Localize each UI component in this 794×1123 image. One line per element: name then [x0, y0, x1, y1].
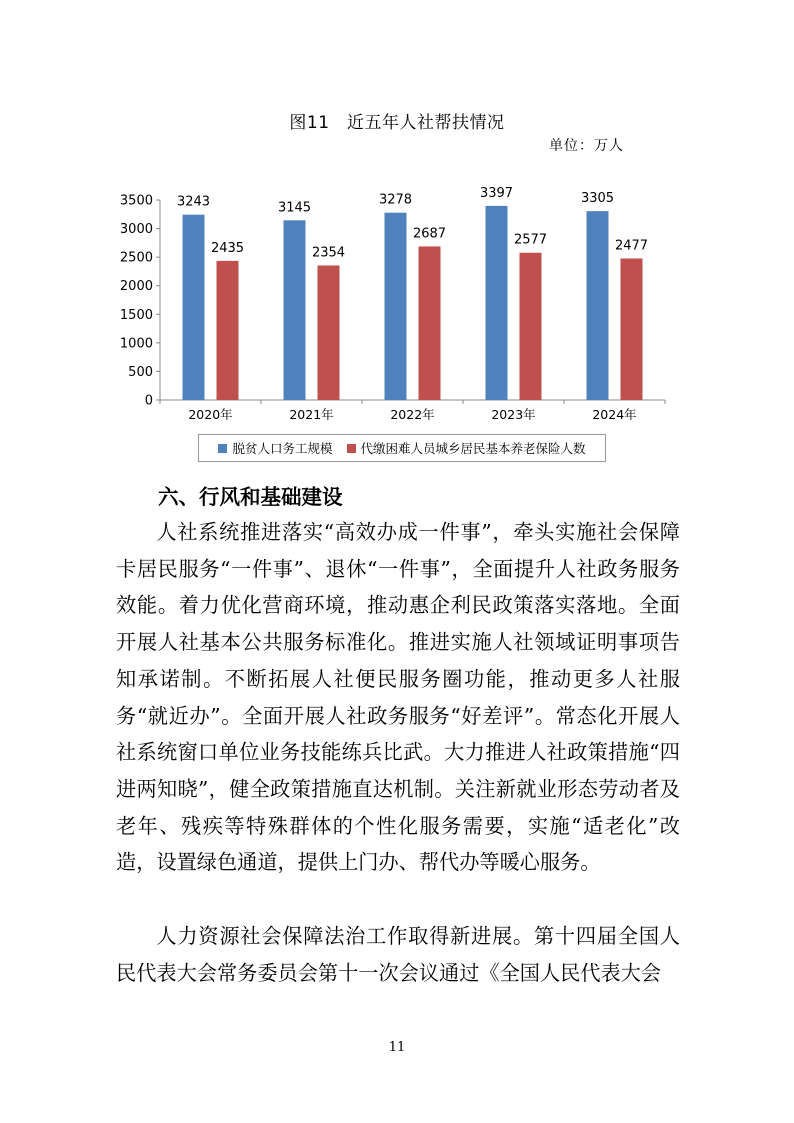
y-tick-label: 2500 [119, 250, 153, 266]
legend-label-series-2: 代缴困难人员城乡居民基本养老保险人数 [360, 441, 586, 456]
y-tick-label: 2000 [119, 279, 153, 295]
bar [385, 213, 407, 400]
data-label: 3145 [277, 200, 312, 216]
y-tick-label: 1000 [119, 336, 153, 352]
bar [183, 215, 205, 400]
chart-legend [198, 434, 606, 462]
x-tick-label: 2023年 [491, 407, 536, 420]
y-tick-label: 3000 [119, 222, 153, 238]
figure-title: 图11 近五年人社帮扶情况 [289, 113, 505, 133]
bar-chart [110, 180, 680, 420]
bar [217, 261, 239, 400]
data-label: 3278 [378, 192, 413, 208]
data-label: 3305 [580, 191, 615, 207]
bar [486, 206, 508, 400]
bar [587, 211, 609, 400]
data-label: 2577 [513, 232, 548, 248]
data-label: 2477 [614, 238, 649, 254]
body-paragraph-2: 人力资源社会保障法治工作取得新进展。第十四届全国人民代表大会常务委员会第十一次会议通过《全国人民代表大会 [116, 924, 680, 985]
data-label: 3397 [479, 185, 514, 201]
x-tick-label: 2024年 [592, 407, 637, 420]
page-number: 11 [388, 1040, 406, 1055]
data-label: 2354 [311, 245, 346, 261]
x-tick-label: 2022年 [390, 407, 435, 420]
legend-swatch-blue [218, 444, 227, 453]
bar [318, 265, 340, 400]
legend-item-series-1 [218, 439, 332, 457]
bar [419, 246, 441, 400]
y-tick-label: 0 [144, 393, 153, 409]
section-heading: 六、行风和基础建设 [158, 485, 343, 509]
y-tick-label: 1500 [119, 307, 153, 323]
data-label: 3243 [176, 194, 211, 210]
bar [284, 220, 306, 400]
data-label: 2435 [210, 240, 245, 256]
bar [621, 258, 643, 400]
x-tick-label: 2020年 [188, 407, 233, 420]
y-tick-label: 3500 [119, 193, 153, 209]
bar [520, 253, 542, 400]
x-tick-label: 2021年 [289, 407, 334, 420]
legend-item-series-2 [347, 439, 586, 457]
body-paragraph-1: 人社系统推进落实“高效办成一件事”，牵头实施社会保障卡居民服务“一件事”、退休“一件事”，全面提升人社政务服务效能。着力优化营商环境，推动惠企利民政策落实落地。全面开展人社基本公共服务标准化。推进实施人社领域证明事项告知承诺制。不断拓展人社便民服务圈功能，推动更多人社服务“就近办”。全面开展人社政务服务“好差评”。常态化开展人社系统窗口单位业务技能练兵比武。大力推进人社政策措施“四进两知晓”，健全政策措施直达机制。关注新就业形态劳动者及老年、残疾等特殊群体的个性化服务需要，实施“适老化”改造，设置绿色通道，提供上门办、帮代办等暖心服务。 [116, 520, 680, 875]
data-label: 2687 [412, 226, 447, 242]
y-tick-label: 500 [128, 364, 153, 380]
legend-swatch-red [347, 444, 356, 453]
legend-label-series-1: 脱贫人口务工规模 [232, 441, 333, 456]
unit-label: 单位：万人 [549, 138, 624, 154]
